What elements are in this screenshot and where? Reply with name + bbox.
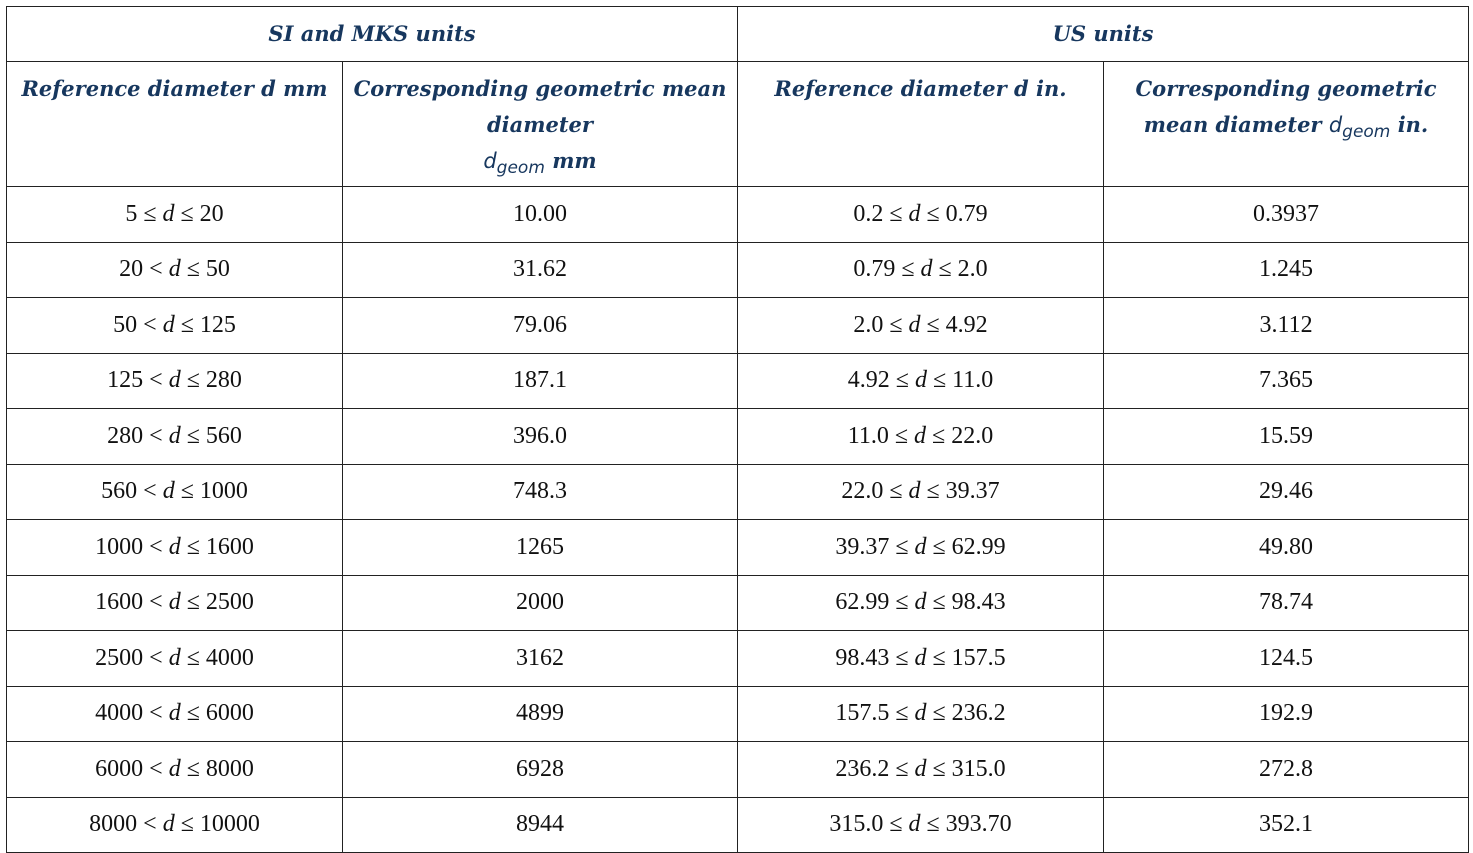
ref-in-cell: 157.5 ≤ d ≤ 236.2	[738, 686, 1104, 742]
table-row	[7, 686, 1469, 742]
geom-in-cell: 3.112	[1104, 298, 1469, 354]
ref-in-cell: 4.92 ≤ d ≤ 11.0	[738, 353, 1104, 409]
geom-symbol: $d_{geom}$	[483, 149, 545, 179]
geom-mm-cell: 79.06	[343, 298, 738, 354]
ref-in-cell: 11.0 ≤ d ≤ 22.0	[738, 409, 1104, 465]
geom-mm-cell: 396.0	[343, 409, 738, 465]
column-header-geom-mm	[343, 62, 738, 187]
geom-in-cell: 1.245	[1104, 242, 1469, 298]
geom-mm-cell: 6928	[343, 742, 738, 798]
table-row	[7, 575, 1469, 631]
column-header-ref-mm	[7, 62, 343, 187]
column-header-ref-mm-text: Reference diameter d mm	[21, 76, 328, 101]
geom-in-cell: 49.80	[1104, 520, 1469, 576]
ref-in-cell: 62.99 ≤ d ≤ 98.43	[738, 575, 1104, 631]
geom-in-cell: 0.3937	[1104, 187, 1469, 243]
geom-in-cell: 7.365	[1104, 353, 1469, 409]
ref-mm-cell: 2500 < d ≤ 4000	[7, 631, 343, 687]
column-header-geom-mm-text: Corresponding geometric mean diameter	[353, 76, 727, 137]
table-row	[7, 409, 1469, 465]
geom-mm-cell: 3162	[343, 631, 738, 687]
table-header	[7, 7, 1469, 187]
table-row	[7, 298, 1469, 354]
column-header-geom-in	[1104, 62, 1469, 187]
table-row	[7, 520, 1469, 576]
ref-mm-cell: 125 < d ≤ 280	[7, 353, 343, 409]
table-row	[7, 242, 1469, 298]
geom-mm-cell: 187.1	[343, 353, 738, 409]
column-header-row	[7, 62, 1469, 187]
ref-mm-cell: 8000 < d ≤ 10000	[7, 797, 343, 853]
table-body	[7, 187, 1469, 853]
table-row	[7, 353, 1469, 409]
geom-in-cell: 15.59	[1104, 409, 1469, 465]
geom-symbol: $d_{geom}$	[1328, 113, 1391, 143]
ref-mm-cell: 6000 < d ≤ 8000	[7, 742, 343, 798]
ref-in-cell: 0.2 ≤ d ≤ 0.79	[738, 187, 1104, 243]
ref-in-cell: 0.79 ≤ d ≤ 2.0	[738, 242, 1104, 298]
ref-mm-cell: 560 < d ≤ 1000	[7, 464, 343, 520]
table-row	[7, 631, 1469, 687]
ref-in-cell: 2.0 ≤ d ≤ 4.92	[738, 298, 1104, 354]
group-header-row	[7, 7, 1469, 62]
table-row	[7, 464, 1469, 520]
geom-in-cell: 78.74	[1104, 575, 1469, 631]
geom-mm-cell: 8944	[343, 797, 738, 853]
column-header-ref-in-text: Reference diameter d in.	[774, 76, 1067, 101]
table-row	[7, 187, 1469, 243]
diameter-table	[6, 6, 1469, 853]
geom-mm-cell: 10.00	[343, 187, 738, 243]
ref-mm-cell: 1000 < d ≤ 1600	[7, 520, 343, 576]
geom-mm-cell: 2000	[343, 575, 738, 631]
column-header-geom-mm-unit: mm	[552, 148, 597, 173]
column-header-geom-in-unit: in.	[1397, 112, 1429, 137]
ref-mm-cell: 4000 < d ≤ 6000	[7, 686, 343, 742]
group-header-si: SI and MKS units	[7, 7, 738, 62]
table-row	[7, 742, 1469, 798]
geom-in-cell: 29.46	[1104, 464, 1469, 520]
column-header-ref-in	[738, 62, 1104, 187]
ref-mm-cell: 50 < d ≤ 125	[7, 298, 343, 354]
ref-mm-cell: 5 ≤ d ≤ 20	[7, 187, 343, 243]
ref-in-cell: 98.43 ≤ d ≤ 157.5	[738, 631, 1104, 687]
geom-in-cell: 272.8	[1104, 742, 1469, 798]
ref-mm-cell: 280 < d ≤ 560	[7, 409, 343, 465]
column-header-geom-in-text: Corresponding geometric mean diameter	[1135, 76, 1437, 137]
geom-in-cell: 192.9	[1104, 686, 1469, 742]
geom-mm-cell: 4899	[343, 686, 738, 742]
ref-mm-cell: 20 < d ≤ 50	[7, 242, 343, 298]
group-header-us: US units	[738, 7, 1469, 62]
geom-in-cell: 352.1	[1104, 797, 1469, 853]
ref-in-cell: 39.37 ≤ d ≤ 62.99	[738, 520, 1104, 576]
geom-mm-cell: 31.62	[343, 242, 738, 298]
geom-mm-cell: 748.3	[343, 464, 738, 520]
ref-mm-cell: 1600 < d ≤ 2500	[7, 575, 343, 631]
ref-in-cell: 22.0 ≤ d ≤ 39.37	[738, 464, 1104, 520]
geom-in-cell: 124.5	[1104, 631, 1469, 687]
ref-in-cell: 315.0 ≤ d ≤ 393.70	[738, 797, 1104, 853]
geom-mm-cell: 1265	[343, 520, 738, 576]
ref-in-cell: 236.2 ≤ d ≤ 315.0	[738, 742, 1104, 798]
